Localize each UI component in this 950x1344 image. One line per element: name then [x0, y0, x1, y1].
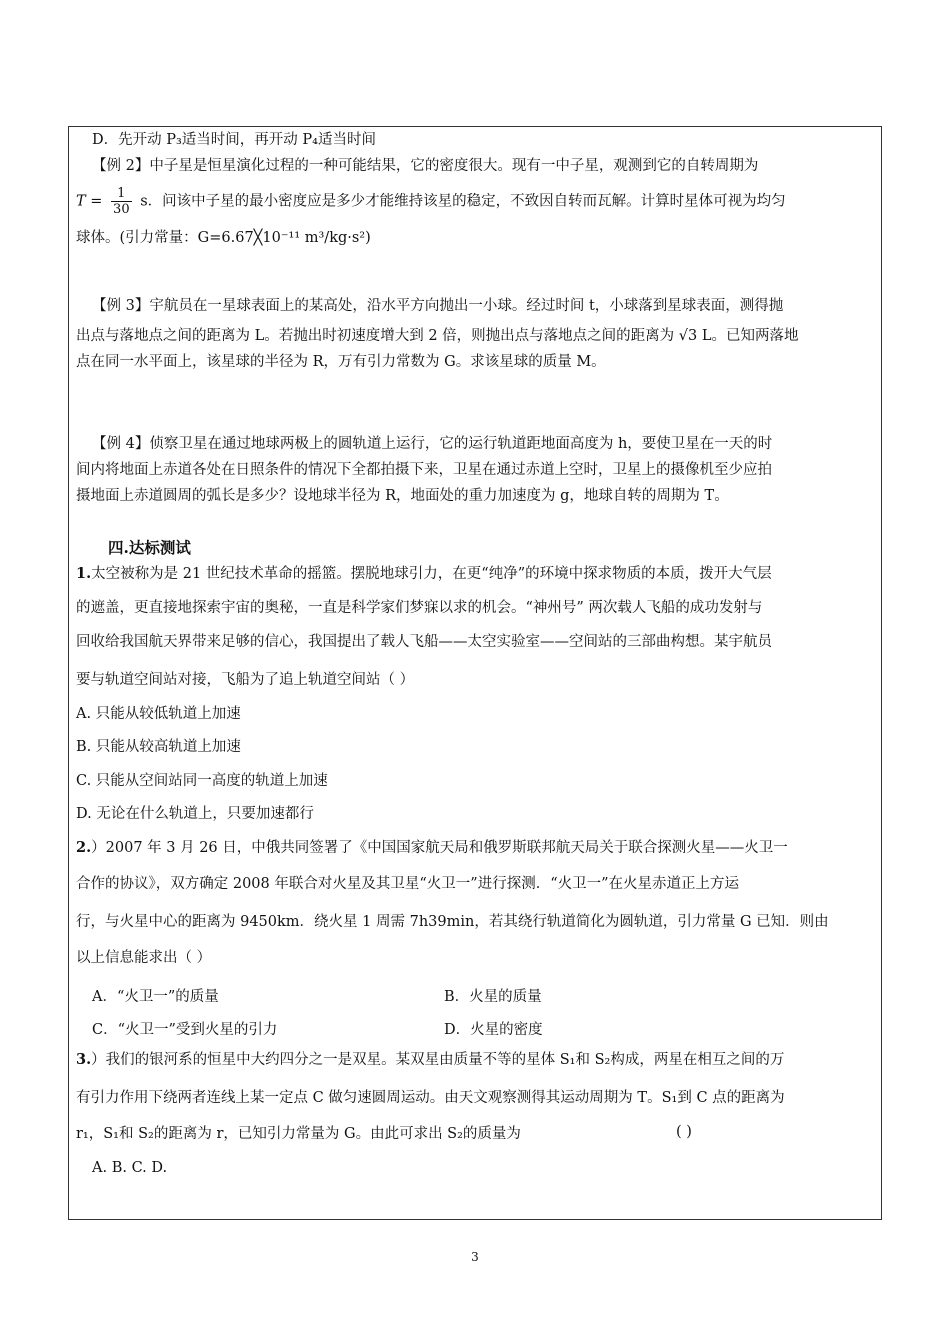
example-3-line-2-text-b: L。已知两落地 [701, 328, 799, 344]
question-2-line-2: 合作的协议》，双方确定 2008 年联合对火星及其卫星“火卫一”进行探测．“火卫一”在火星赤道正上方运 [76, 876, 740, 892]
example-3-line-1: 【例 3】宇航员在一星球表面上的某高处，沿水平方向抛出一小球。经过时间 t，小球落到星球表面，测得抛 [92, 298, 784, 314]
question-3-options: A. B. C. D. [92, 1160, 168, 1176]
question-3-line-3: r₁，S₁和 S₂的距离为 r，已知引力常量为 G。由此可求出 S₂的质量为 [76, 1126, 521, 1142]
example-3-line-2 [76, 326, 799, 346]
example-3-line-2-text-a: 出点与落地点之间的距离为 L。若抛出时初速度增大到 2 倍，则抛出点与落地点之间的距离为 [76, 328, 675, 344]
example-2-line-1: 【例 2】中子星是恒星演化过程的一种可能结果，它的密度很大。现有一中子星，观测到它的自转周期为 [92, 158, 759, 174]
fraction [111, 186, 132, 217]
question-1-line-2: 的遮盖，更直接地探索宇宙的奥秘，一直是科学家们梦寐以求的机会。“神州号” 两次载人飞船的成功发射与 [76, 600, 763, 616]
question-2-line-3: 行，与火星中心的距离为 9450km．绕火星 1 周需 7h39min，若其绕行轨道简化为圆轨道，引力常量 G 已知．则由 [76, 914, 829, 930]
example-4-line-1: 【例 4】侦察卫星在通过地球两极上的圆轨道上运行，它的运行轨道距地面高度为 h，要使卫星在一天的时 [92, 436, 773, 452]
question-2-line-1-text: ）2007 年 3 月 26 日，中俄共同签署了《中国国家航天局和俄罗斯联邦航天局关于联合探测火星——火卫一 [91, 840, 788, 856]
option-d-line: D．先开动 P₃适当时间，再开动 P₄适当时间 [92, 132, 376, 148]
question-2-line-4: 以上信息能求出（ ） [76, 950, 212, 966]
question-1-option-c: C. 只能从空间站同一高度的轨道上加速 [76, 773, 328, 789]
fraction-numerator: 1 [111, 186, 132, 202]
question-3-answer-paren: ( ) [676, 1124, 692, 1140]
example-4-line-2: 间内将地面上赤道各处在日照条件的情况下全都拍摄下来，卫星在通过赤道上空时，卫星上的摄像机至少应拍 [76, 462, 772, 478]
section-heading: 四.达标测试 [108, 538, 191, 557]
example-2-line-2-text: s．问该中子星的最小密度应是多少才能维持该星的稳定，不致因自转而瓦解。计算时星体可视为均匀 [140, 193, 786, 210]
fraction-denominator: 30 [113, 202, 130, 217]
question-3-number: 3. [76, 1051, 92, 1068]
example-3-line-3: 点在同一水平面上，该星球的半径为 R，万有引力常数为 G。求该星球的质量 M。 [76, 354, 606, 370]
page-number: 3 [471, 1250, 479, 1264]
question-1-line-1-text: 太空被称为是 21 世纪技术革命的摇篮。摆脱地球引力，在更“纯净”的环境中探求物质的本质，拨开大气层 [91, 566, 772, 582]
question-1-number: 1. [76, 565, 92, 582]
question-1-line-3: 回收给我国航天界带来足够的信心，我国提出了载人飞船——太空实验室——空间站的三部曲构想。某宇航员 [76, 634, 772, 650]
question-1-option-b: B. 只能从较高轨道上加速 [76, 739, 241, 755]
question-1-option-d: D. 无论在什么轨道上，只要加速都行 [76, 806, 314, 822]
example-4-line-3: 摄地面上赤道圆周的弧长是多少？设地球半径为 R，地面处的重力加速度为 g，地球自转的周期为 T。 [76, 488, 729, 504]
question-2-option-b: B．火星的质量 [444, 989, 542, 1005]
question-1-line-4: 要与轨道空间站对接，飞船为了追上轨道空间站（ ） [76, 672, 415, 688]
question-1-line-1 [76, 564, 772, 584]
question-2-option-a: A．“火卫一”的质量 [92, 989, 219, 1005]
sqrt-3: √3 [678, 328, 698, 344]
question-2-line-1 [76, 838, 788, 858]
example-2-line-3: 球体。(引力常量：G=6.67╳10⁻¹¹ m³/kg·s²) [76, 230, 371, 246]
question-2-option-d: D．火星的密度 [444, 1022, 543, 1038]
question-2-option-c: C．“火卫一”受到火星的引力 [92, 1022, 278, 1038]
question-1-option-a: A. 只能从较低轨道上加速 [76, 706, 241, 722]
question-3-line-1 [76, 1050, 784, 1070]
question-2-number: 2. [76, 839, 92, 856]
example-2-line-2 [76, 186, 786, 217]
period-symbol: T = [76, 193, 103, 210]
question-3-line-1-text: ）我们的银河系的恒星中大约四分之一是双星。某双星由质量不等的星体 S₁和 S₂构成，两星在相互之间的万 [91, 1052, 785, 1068]
question-3-line-2: 有引力作用下绕两者连线上某一定点 C 做匀速圆周运动。由天文观察测得其运动周期为 T。S₁到 C 点的距离为 [76, 1090, 785, 1106]
